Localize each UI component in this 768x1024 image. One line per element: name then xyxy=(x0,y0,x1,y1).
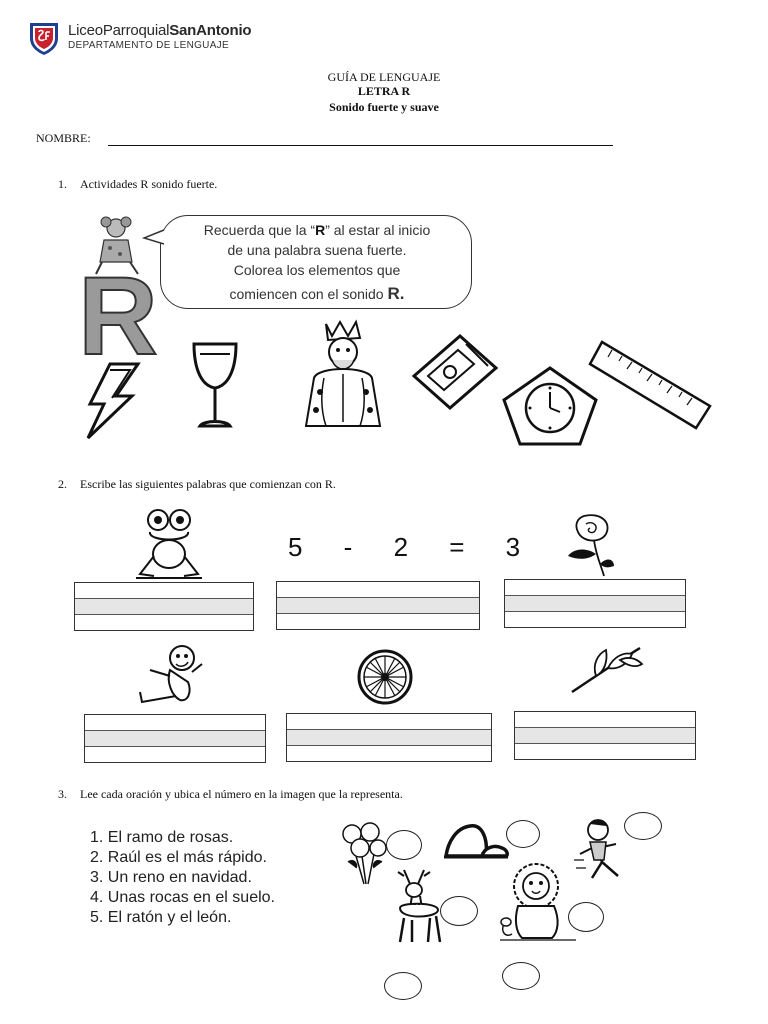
answer-circle-extra-1[interactable] xyxy=(384,972,422,1000)
clock-icon xyxy=(502,366,598,446)
name-input-line[interactable] xyxy=(108,145,613,146)
running-boy-illustration xyxy=(136,642,206,708)
sentence-4: 4. Unas rocas en el suelo. xyxy=(90,889,275,906)
bubble-tail xyxy=(142,228,166,248)
writing-lines-3[interactable] xyxy=(504,579,686,628)
king-illustration xyxy=(300,318,386,432)
answer-circle-roses[interactable] xyxy=(386,830,422,860)
bouquet-of-roses-illustration xyxy=(338,822,390,886)
rocks-icon xyxy=(442,822,510,860)
sentence-1: 1. El ramo de rosas. xyxy=(90,829,234,846)
wheel-icon xyxy=(356,648,414,706)
answer-circle-lion[interactable] xyxy=(568,902,604,932)
question-3: 3. Lee cada oración y ubica el número en la imagen que la representa. xyxy=(58,787,403,801)
answer-circle-raul[interactable] xyxy=(624,812,662,840)
running-boy-raul-illustration xyxy=(572,818,632,886)
sentence-5: 5. El ratón y el león. xyxy=(90,909,232,926)
equation: 5 - 2 = 3 xyxy=(288,532,527,562)
sentence-3: 3. Un reno en navidad. xyxy=(90,869,252,886)
subtitle: Sonido fuerte y suave xyxy=(329,100,439,114)
answer-circle-reindeer[interactable] xyxy=(440,896,478,926)
bubble-text: Recuerda que la “R” al estar al inicio de una palabra suena fuerte. Colorea los elementos que comiencen con el sonido R. xyxy=(203,222,431,303)
question-2: 2. Escribe las siguientes palabras que comienzan con R. xyxy=(58,477,336,491)
letter-title: LETRA R xyxy=(357,84,411,98)
answer-circle-rocks[interactable] xyxy=(506,820,540,848)
frog-illustration xyxy=(134,508,204,580)
lion-and-mouse-illustration xyxy=(496,860,578,942)
school-shield-icon xyxy=(26,20,62,56)
question-1: 1. Actividades R sonido fuerte. xyxy=(58,177,218,191)
writing-lines-6[interactable] xyxy=(514,711,696,760)
writing-lines-1[interactable] xyxy=(74,582,254,631)
big-letter-r: R xyxy=(78,255,158,356)
department-name: DEPARTAMENTO DE LENGUAJE xyxy=(68,40,229,51)
lightning-bolt-icon xyxy=(80,362,142,440)
branch-icon xyxy=(568,640,644,696)
sentence-2: 2. Raúl es el más rápido. xyxy=(90,849,267,866)
wine-glass-icon xyxy=(190,340,240,430)
writing-lines-5[interactable] xyxy=(286,713,492,762)
reindeer-illustration xyxy=(386,866,446,946)
writing-lines-2[interactable] xyxy=(276,581,480,630)
sentence-list xyxy=(90,828,275,928)
answer-circle-extra-2[interactable] xyxy=(502,962,540,990)
pencil-sharpener-icon xyxy=(408,332,500,412)
writing-lines-4[interactable] xyxy=(84,714,266,763)
rose-icon xyxy=(566,512,616,578)
guide-title: GUÍA DE LENGUAJE xyxy=(327,70,441,84)
name-label: NOMBRE: xyxy=(36,131,91,145)
school-name: LiceoParroquialSanAntonio xyxy=(68,22,252,39)
ruler-icon xyxy=(588,336,712,432)
